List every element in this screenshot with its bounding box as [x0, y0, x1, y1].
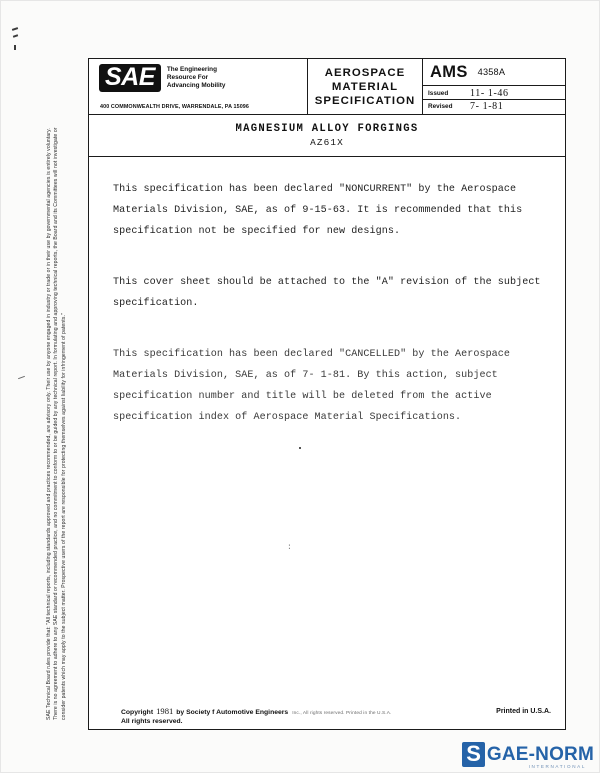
ams-number-row	[423, 59, 565, 86]
document-number-block	[423, 59, 565, 114]
spec-title-block	[89, 115, 565, 157]
revised-row	[423, 100, 565, 113]
scan-artifact-tick	[18, 376, 25, 379]
revised-label: Revised	[428, 103, 453, 110]
sae-tagline-line-1: The Engineering	[166, 66, 217, 73]
issued-row	[423, 87, 565, 100]
document-footer	[89, 706, 565, 725]
copyright-year: 1981	[156, 706, 174, 716]
title-line-1: AEROSPACE	[324, 66, 406, 79]
spec-alloy: AZ61X	[310, 137, 344, 148]
watermark-subtext: INTERNATIONAL	[528, 764, 586, 770]
sae-logo-icon: SAE	[99, 64, 161, 92]
spec-title: MAGNESIUM ALLOY FORGINGS	[235, 123, 419, 135]
sae-tagline-line-3: Advancing Mobility	[166, 82, 226, 90]
issued-date: 11- 1-46	[470, 87, 509, 99]
sae-logo-block	[89, 59, 307, 114]
title-line-3: SPECIFICATION	[314, 94, 416, 107]
document-body	[89, 157, 565, 717]
body-paragraph-1: This specification has been declared "NONCURRENT" by the Aerospace Materials Division, SAE, as of 9-15-63. It is recommended that this specification not be specified for new designs.	[113, 184, 523, 237]
copyright-smudge: Inc., All rights reserved. Printed in the U.S.A.	[292, 711, 392, 716]
specification-document	[88, 58, 566, 730]
date-block	[423, 86, 565, 114]
sae-address: 400 COMMONWEALTH DRIVE, WARRENDALE, PA 15096	[100, 104, 250, 110]
body-paragraph-2: This cover sheet should be attached to the "A" revision of the subject specification.	[113, 277, 541, 309]
printed-in-usa: Printed in U.S.A.	[496, 708, 551, 715]
document-header	[89, 59, 565, 115]
watermark-s-icon: S	[462, 742, 485, 767]
title-line-2: MATERIAL	[331, 80, 399, 93]
scan-speck-2: :	[287, 543, 292, 552]
revised-date: 7- 1-81	[470, 101, 504, 112]
watermark-text: GAE-NORM	[486, 744, 594, 765]
document-type-title	[307, 59, 423, 114]
sae-tagline-line-2: Resource For	[166, 74, 209, 82]
rights-reserved: All rights reserved.	[121, 718, 183, 725]
ams-label: AMS	[430, 62, 468, 81]
copyright-holder: by Society f Automotive Engineers	[176, 709, 289, 716]
issued-label: Issued	[428, 89, 449, 97]
scan-speck-1	[299, 447, 301, 449]
vertical-legal-notice: SAE Technical Board rules provide that: "All technical reports, including standards approved and practices recommended, are advisory only. Their use by anyone engaged in industry or trade or in their use by governmental agencies is entirely voluntary. There is no agreement to adhere to any SAE standard or recommended practice, and no commitment to conform to or be guided by any technical report. In formulating and approving technical reports, the Board and its Committees will not investigate or consider patents which may apply to the subject matter. Prospective users of the report are responsible for protecting themselves against liability for infringement of patents."	[46, 127, 67, 720]
copyright-label: Copyright	[121, 709, 154, 716]
sae-tagline	[167, 66, 226, 91]
sae-norm-watermark	[462, 741, 594, 770]
ams-number: 4358A	[477, 67, 506, 77]
body-paragraph-3: This specification has been declared "CANCELLED" by the Aerospace Materials Division, SAE, as of 7- 1-81. By this action, subject specification number and title will be deleted from the active specification index of Aerospace Material Specifications.	[113, 349, 511, 423]
scan-artifact-marks	[10, 28, 24, 58]
